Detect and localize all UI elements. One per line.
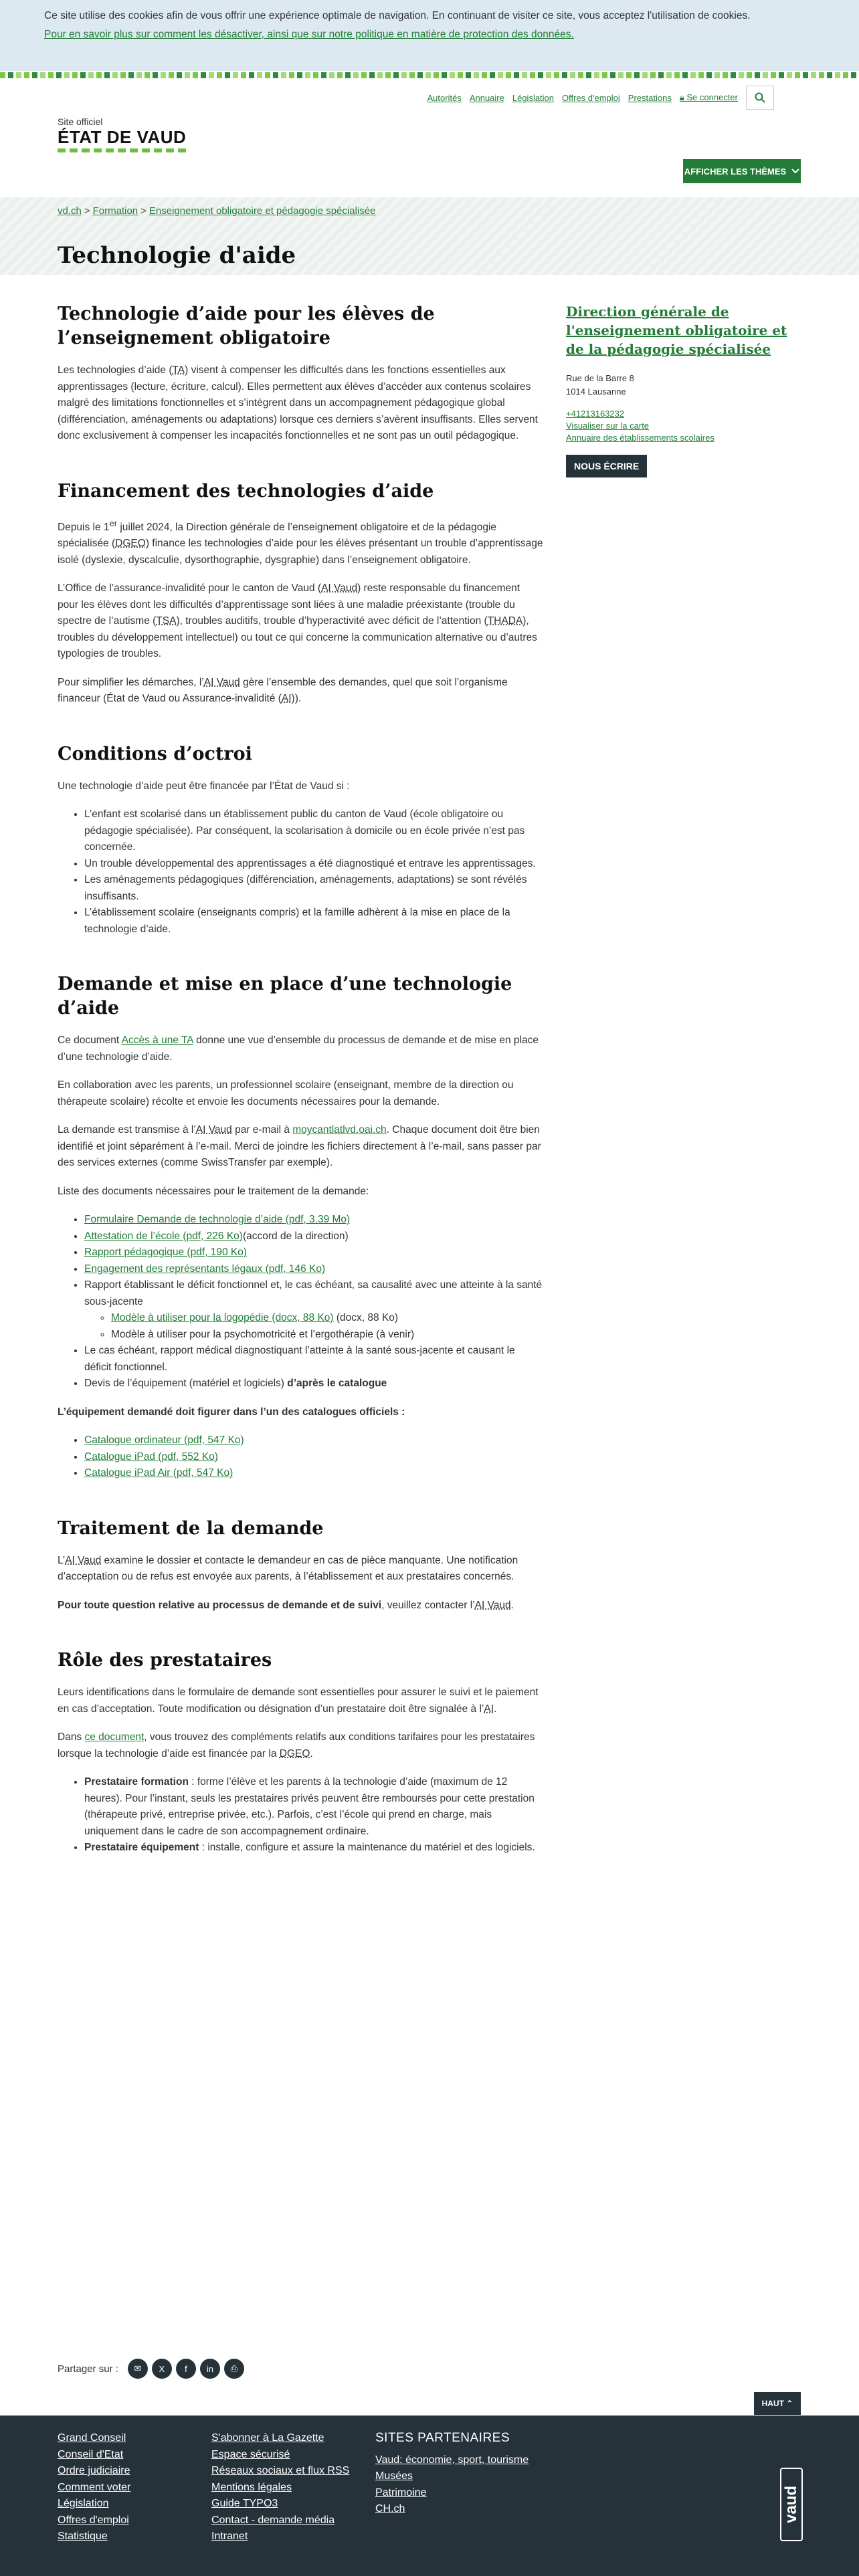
section-title: Rôle des prestataires xyxy=(58,1650,272,1671)
decorative-stripe xyxy=(0,72,859,78)
paragraph: Dans ce document, vous trouvez des compléments relatifs aux conditions tarifaires pour les prestataires lorsque la technologie d’aide est financée par la DGEO. xyxy=(58,1731,535,1759)
list-item xyxy=(84,1449,543,1466)
section-financement xyxy=(58,479,543,708)
email-link[interactable]: moycantlatlvd.oai.ch xyxy=(292,1124,387,1136)
list-item: • Le cas échéant, rapport médical diagnostiquant l’atteinte à la santé sous-jacente et causant le déficit fonctionnel. xyxy=(84,1343,543,1376)
catalogues-list xyxy=(84,1432,543,1482)
paragraph: Depuis le 1er juillet 2024, la Direction générale de l’enseignement obligatoire et de la pédagogie spécialisée (DGEO) finance les technologies d’aide pour les élèves présentant un trouble d’apprentissage isolé (dyslexie, dyscalculie, dysorthographie, dysgraphie) dans l’enseignement obligatoire. xyxy=(58,518,543,566)
list-item: • Attestation de l’école (pdf, 226 Ko)(accord de la direction) xyxy=(84,1228,543,1245)
doc-modele-logopedie-link[interactable]: Modèle à utiliser pour la logopédie (docx, 88 Ko) xyxy=(111,1312,334,1324)
paragraph: En collaboration avec les parents, un professionnel scolaire (enseignant, membre de la direction ou thérapeute scolaire) récolte et envoie les documents nécessaires pour la demande. xyxy=(58,1079,514,1107)
ce-document-link[interactable]: ce document xyxy=(84,1731,145,1743)
directory-link[interactable]: Annuaire des établissements scolaires xyxy=(566,433,714,443)
paragraph: L’équipement demandé doit figurer dans l’un des catalogues officiels : xyxy=(58,1406,405,1418)
section-title: Traitement de la demande xyxy=(58,1517,324,1539)
catalogue-ipad-air-link[interactable]: Catalogue iPad Air (pdf, 547 Ko) xyxy=(84,1467,233,1479)
email-share-icon[interactable]: ✉ xyxy=(128,2359,148,2379)
footer-link[interactable]: Réseaux sociaux et flux RSS xyxy=(211,2465,350,2476)
list-item xyxy=(84,1432,543,1449)
print-icon[interactable]: ⎙ xyxy=(224,2359,244,2379)
footer-link[interactable]: Musées xyxy=(375,2470,413,2482)
x-share-icon[interactable]: X xyxy=(152,2359,172,2379)
show-themes-button[interactable] xyxy=(683,159,801,183)
section-demande xyxy=(58,972,543,1482)
contact-sidebar xyxy=(566,302,807,477)
write-us-button[interactable]: NOUS ÉCRIRE xyxy=(566,455,647,477)
login-label: Se connecter xyxy=(686,92,738,102)
canton-vaud-logo[interactable]: vaud xyxy=(780,2468,803,2541)
footer-link[interactable]: Ordre judiciaire xyxy=(58,2465,130,2476)
share-bar xyxy=(58,2359,244,2379)
paragraph: Les technologies d’aide (TA) visent à compenser les difficultés dans les fonctions essentielles aux apprentissages (lecture, écriture, calcul). Elles permettent aux élèves d’accéder aux contenus scolaires malgré des limitations fonctionnelles et s’intègrent dans un accompagnement pédagogique global (différenciation, aménagements ou adaptations) lorsque ces derniers s’avèrent insuffisants. Elles servent donc exclusivement à compenser les incapacités fonctionnelles et ne sont pas un outil pédagogique. xyxy=(58,364,538,441)
paragraph: Pour toute question relative au processus de demande et de suivi, veuillez contacter l’AI Vaud. xyxy=(58,1599,514,1611)
footer-link[interactable]: Intranet xyxy=(211,2531,248,2542)
breadcrumb-enseignement[interactable]: Enseignement obligatoire et pédagogie spécialisée xyxy=(149,205,376,217)
list-item: • Un trouble développemental des apprentissages a été diagnostiqué et entrave les apprentissages. xyxy=(84,856,543,873)
doc-attestation-link[interactable]: Attestation de l’école (pdf, 226 Ko) xyxy=(84,1230,243,1242)
section-title: Technologie d’aide pour les élèves de l’enseignement obligatoire xyxy=(58,304,435,348)
footer xyxy=(0,2416,859,2576)
search-icon xyxy=(755,92,765,103)
section-technologie-aide xyxy=(58,302,543,445)
list-item: • Prestataire formation : forme l’élève et les parents à la technologie d’aide (maximum de 12 heures). Pour l’instant, seuls les prestataires privés peuvent être remboursés pour cette prestation (thérapeute privé, entreprise privée, etc.). Parfois, c’est l’école qui prend en charge, mais uniquement dans le cadre de son accompagnement ordinaire. xyxy=(84,1774,543,1840)
list-item: ◦ Modèle à utiliser pour la logopédie (docx, 88 Ko) (docx, 88 Ko) xyxy=(111,1310,543,1327)
section-title: Conditions d’octroi xyxy=(58,743,252,764)
share-label: Partager sur : xyxy=(58,2363,118,2375)
map-link[interactable]: Visualiser sur la carte xyxy=(566,421,650,431)
chevron-up-icon: ⌃ xyxy=(786,2399,793,2408)
paragraph: La demande est transmise à l’AI Vaud par e-mail à moycantlatlvd.oai.ch. Chaque document doit être bien identifié et joint séparément à l’e-mail. Merci de joindre les fichiers directement à l’e-mail, sans passer par des services externes (comme SwissTransfer par exemple). xyxy=(58,1124,541,1169)
nav-annuaire[interactable]: Annuaire xyxy=(469,92,504,103)
footer-link[interactable]: Comment voter xyxy=(58,2481,131,2493)
paragraph: Leurs identifications dans le formulaire de demande sont essentielles pour assurer le suivi et le paiement en cas d’acceptation. Toute modification ou désignation d’un prestataire doit être signalée à l’AI. xyxy=(58,1687,539,1715)
footer-link[interactable]: Grand Conseil xyxy=(58,2432,126,2444)
breadcrumb-formation[interactable]: Formation xyxy=(92,205,138,217)
main-content xyxy=(58,302,543,1891)
breadcrumb-home[interactable]: vd.ch xyxy=(58,205,82,217)
list-item xyxy=(84,1465,543,1482)
section-traitement xyxy=(58,1517,543,1614)
paragraph: L’Office de l’assurance-invalidité pour le canton de Vaud (AI Vaud) reste responsable du financement pour les élèves dont les difficultés d’apprentissage sont liées à une maladie préexistante (trouble du spectre de l’autisme (TSA), troubles auditifs, trouble d’hyperactivité avec déficit de l’attention (THADA), troubles du développement intellectuel) ou tout ce qui concerne la communication alternative ou d’autres typologies de troubles. xyxy=(58,582,537,660)
abbr-ta: TA xyxy=(172,364,185,376)
partners-title: SITES PARTENAIRES xyxy=(375,2431,510,2445)
documents-list xyxy=(84,1212,543,1392)
footer-link[interactable]: Patrimoine xyxy=(375,2486,427,2498)
footer-link[interactable]: Législation xyxy=(58,2498,109,2509)
list-item: • L’établissement scolaire (enseignants compris) et la famille adhèrent à la mise en place de la technologie d’aide. xyxy=(84,905,543,938)
page-title: Technologie d'aide xyxy=(58,242,296,269)
conditions-list xyxy=(84,807,543,938)
breadcrumb: vd.ch > Formation > Enseignement obligatoire et pédagogie spécialisée xyxy=(58,205,376,217)
footer-link[interactable]: Contact - demande média xyxy=(211,2514,335,2526)
facebook-share-icon[interactable]: f xyxy=(176,2359,196,2379)
top-navigation xyxy=(427,86,775,110)
footer-link[interactable]: Mentions légales xyxy=(211,2481,292,2493)
section-title: Demande et mise en place d’une technologie d’aide xyxy=(58,974,512,1019)
section-conditions xyxy=(58,742,543,938)
footer-col-1 xyxy=(58,2430,130,2545)
list-item xyxy=(84,1261,543,1278)
footer-link[interactable]: Espace sécurisé xyxy=(211,2448,290,2460)
paragraph: Liste des documents nécessaires pour le traitement de la demande: xyxy=(58,1185,369,1197)
section-prestataires xyxy=(58,1648,543,1856)
login-link[interactable] xyxy=(680,92,738,103)
list-item: • Prestataire équipement : installe, configure et assure la maintenance du matériel et des logiciels. xyxy=(84,1840,543,1856)
nav-prestations[interactable]: Prestations xyxy=(628,92,672,103)
footer-link[interactable]: Statistique xyxy=(58,2531,108,2542)
back-to-top-button[interactable]: HAUT ⌃ xyxy=(754,2392,801,2415)
footer-link[interactable]: Vaud: économie, sport, tourisme xyxy=(375,2454,529,2466)
footer-col-2 xyxy=(211,2430,349,2545)
list-item: • Les aménagements pédagogiques (différenciation, aménagements, adaptations) se sont révélés insuffisants. xyxy=(84,872,543,905)
doc-formulaire-link[interactable]: Formulaire Demande de technologie d’aide (pdf, 3.39 Mo) xyxy=(84,1214,351,1226)
direction-link[interactable]: Direction générale de l'enseignement obligatoire et de la pédagogie spécialisée xyxy=(566,304,787,357)
cookie-privacy-link[interactable]: Pour en savoir plus sur comment les désactiver, ainsi que sur notre politique en matière de protection des données. xyxy=(44,29,574,40)
list-item xyxy=(84,1212,543,1228)
doc-engagement-link[interactable]: Engagement des représentants légaux (pdf, 146 Ko) xyxy=(84,1263,326,1275)
paragraph: L’AI Vaud examine le dossier et contacte le demandeur en cas de pièce manquante. Une notification d’acceptation ou de refus est envoyée aux parents, à l’établissement et aux prestataires concernés. xyxy=(58,1554,518,1583)
list-item xyxy=(84,1245,543,1261)
catalogue-ipad-link[interactable]: Catalogue iPad (pdf, 552 Ko) xyxy=(84,1451,218,1463)
footer-link[interactable]: S'abonner à La Gazette xyxy=(211,2432,324,2444)
paragraph: Pour simplifier les démarches, l’AI Vaud gère l’ensemble des demandes, quel que soit l’organisme financeur (État de Vaud ou Assurance-invalidité (AI)). xyxy=(58,676,508,705)
chevron-down-icon xyxy=(791,169,799,174)
address: Rue de la Barre 8 1014 Lausanne xyxy=(566,373,634,397)
list-item: ◦ Modèle à utiliser pour la psychomotricité et l’ergothérapie (à venir) xyxy=(111,1327,543,1344)
lock-icon: 🔒︎ xyxy=(679,92,684,102)
paragraph: Une technologie d’aide peut être financée par l’État de Vaud si : xyxy=(58,780,350,792)
linkedin-share-icon[interactable]: in xyxy=(200,2359,220,2379)
footer-link[interactable]: Conseil d'Etat xyxy=(58,2448,124,2460)
site-logo[interactable] xyxy=(58,116,186,152)
footer-link[interactable]: Guide TYPO3 xyxy=(211,2498,278,2509)
cookie-banner xyxy=(0,0,859,71)
nav-autorites[interactable]: Autorités xyxy=(427,92,462,103)
search-button[interactable] xyxy=(746,86,774,110)
section-title: Financement des technologies d’aide xyxy=(58,480,434,502)
phone-link[interactable]: +41213163232 xyxy=(566,409,625,419)
paragraph: Ce document Accès à une TA donne une vue d’ensemble du processus de demande et de mise en place d’une technologie d’aide. xyxy=(58,1035,539,1063)
footer-link[interactable]: CH.ch xyxy=(375,2503,405,2514)
prestataires-list xyxy=(84,1774,543,1856)
list-item: • L’enfant est scolarisé dans un établissement public du canton de Vaud (école obligatoire ou pédagogie spécialisée). Par conséquent, la scolarisation à domicile ou en école privée n’est pas concernée. xyxy=(84,807,543,856)
doc-rapport-link[interactable]: Rapport pédagogique (pdf, 190 Ko) xyxy=(84,1247,248,1259)
list-item: • Rapport établissant le déficit fonctionnel et, le cas échéant, sa causalité avec une atteinte à la santé sous-jacente ◦ Modèle à utiliser pour la logopédie (docx, 88 Ko) (docx, 88 Ko) ◦ Modèle à utiliser pour la psychomotricité et l’ergothérapie (à venir) xyxy=(84,1277,543,1343)
list-item: • Devis de l’équipement (matériel et logiciels) d’après le catalogue xyxy=(84,1376,543,1392)
nav-legislation[interactable]: Législation xyxy=(512,92,555,103)
cookie-text: Ce site utilise des cookies afin de vous offrir une expérience optimale de navigation. En continuant de visiter ce site, vous acceptez l'utilisation de cookies. xyxy=(44,10,751,21)
show-themes-label: AFFICHER LES THÈMES xyxy=(684,166,787,177)
footer-link[interactable]: Offres d'emploi xyxy=(58,2514,129,2526)
acces-ta-link[interactable]: Accès à une TA xyxy=(121,1035,193,1047)
logo-subtitle: Site officiel xyxy=(58,116,103,127)
catalogue-ordinateur-link[interactable]: Catalogue ordinateur (pdf, 547 Ko) xyxy=(84,1434,244,1446)
logo-title: ÉTAT DE VAUD xyxy=(58,127,186,152)
footer-col-partners xyxy=(375,2430,529,2518)
nav-offres-emploi[interactable]: Offres d'emploi xyxy=(562,92,620,103)
